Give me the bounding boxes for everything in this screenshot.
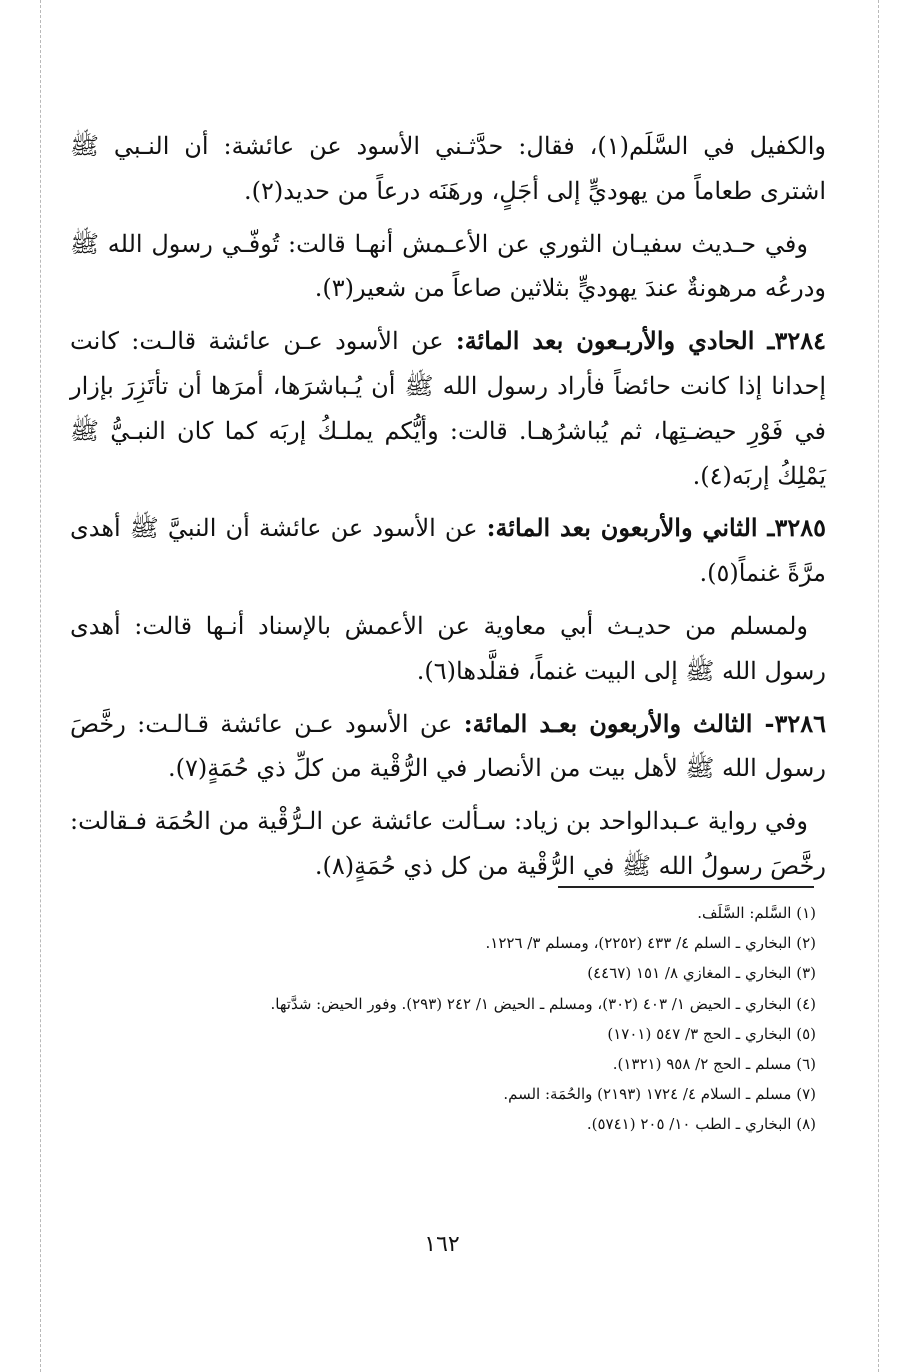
hadith-text: عن الأسود عن عائشة أن النبيَّ ﷺ أهدى مرَّةً غنماً(٥).	[70, 514, 826, 588]
paragraph-1	[70, 124, 826, 214]
footnote-8: (٨) البخاري ـ الطب ١٠/ ٢٠٥ (٥٧٤١).	[586, 1115, 816, 1134]
paragraph-2	[70, 222, 826, 312]
hadith-3284	[70, 319, 826, 498]
hadith-3286	[70, 702, 826, 792]
hadith-text: عن الأسود عـن عائشة قـالـت: رخَّصَ رسول الله ﷺ لأهل بيت من الأنصار في الرُّقْية من كلِّ ذي حُمَةٍ(٧).	[70, 709, 826, 783]
footnotes	[150, 898, 816, 1140]
hadith-heading: ـ الحادي والأربـعون بعد المائة:	[455, 326, 775, 356]
hadith-number: ٣٢٨٤	[774, 326, 826, 356]
footnote-6: (٦) مسلم ـ الحج ٢/ ٩٥٨ (١٣٢١).	[612, 1055, 816, 1074]
hadith-heading: ـ الثاني والأربعون بعد المائة:	[486, 513, 775, 543]
paragraph-text: وفي رواية عـبدالواحد بن زياد: سـألت عائشة عن الـرُّقْية من الحُمَة فـقالت: رخَّصَ رسولُ الله ﷺ في الرُّقْية من كل ذي حُمَةٍ(٨).	[70, 807, 826, 880]
hadith-number: ٣٢٨٦	[774, 708, 827, 738]
footnote-7: (٧) مسلم ـ السلام ٤/ ١٧٢٤ (٢١٩٣) والحُمَة: السم.	[503, 1085, 816, 1104]
paragraph-7	[70, 799, 826, 889]
footnote-4: (٤) البخاري ـ الحيض ١/ ٤٠٣ (٣٠٢)، ومسلم ـ الحيض ١/ ٢٤٢ (٢٩٣). وفور الحيض: شدَّتها.	[270, 994, 816, 1013]
scan-fold-line-left	[40, 0, 41, 1372]
paragraph-text: والكفيل في السَّلَم(١)، فقال: حدَّثـني الأسود عن عائشة: أن النـبي ﷺ اشترى طعاماً من يهوديٍّ إلى أجَلٍ، ورهَنَه درعاً من حديد(٢).	[70, 132, 826, 205]
footnote-separator	[558, 886, 814, 888]
hadith-heading: - الثالث والأربعون بعـد المائة:	[463, 708, 775, 738]
footnote-3: (٣) البخاري ـ المغازي ٨/ ١٥١ (٤٤٦٧)	[587, 964, 816, 983]
page-number: ١٦٢	[424, 1232, 460, 1257]
footnote-2: (٢) البخاري ـ السلم ٤/ ٤٣٣ (٢٢٥٢)، ومسلم ٣/ ١٢٢٦.	[485, 934, 816, 953]
scan-fold-line-right	[878, 0, 879, 1372]
footnote-5: (٥) البخاري ـ الحج ٣/ ٥٤٧ (١٧٠١)	[607, 1024, 816, 1043]
paragraph-text: ولمسلم من حديـث أبي معاوية عن الأعمش بالإسناد أنـها قالت: أهدى رسول الله ﷺ إلى البيت غنماً، فقلَّدها(٦).	[70, 611, 826, 685]
paragraph-5	[70, 604, 826, 694]
paragraph-text: وفي حـديث سفيـان الثوري عن الأعـمش أنهـا قالت: تُوفّـي رسول الله ﷺ ودرعُه مرهونةٌ عندَ يهوديٍّ بثلاثين صاعاً من شعير(٣).	[70, 229, 826, 303]
hadith-text: عن الأسود عـن عائشة قالـت: كانت إحدانا إذا كانت حائضاً فأراد رسول الله ﷺ أن يُـباشرَها، أمرَها أن تأتَزِرَ بإزار في فَوْرِ حيضـتِها، ثم يُباشرُهـا. قالت: وأيُّكم يملـكُ إربَه كما كان النبـيُّ ﷺ يَمْلِكُ إربَه(٤).	[70, 327, 826, 490]
footnote-1: (١) السَّلم: السَّلَف.	[697, 904, 816, 922]
hadith-3285	[70, 506, 826, 596]
hadith-number: ٣٢٨٥	[774, 513, 827, 543]
main-text	[70, 124, 826, 897]
